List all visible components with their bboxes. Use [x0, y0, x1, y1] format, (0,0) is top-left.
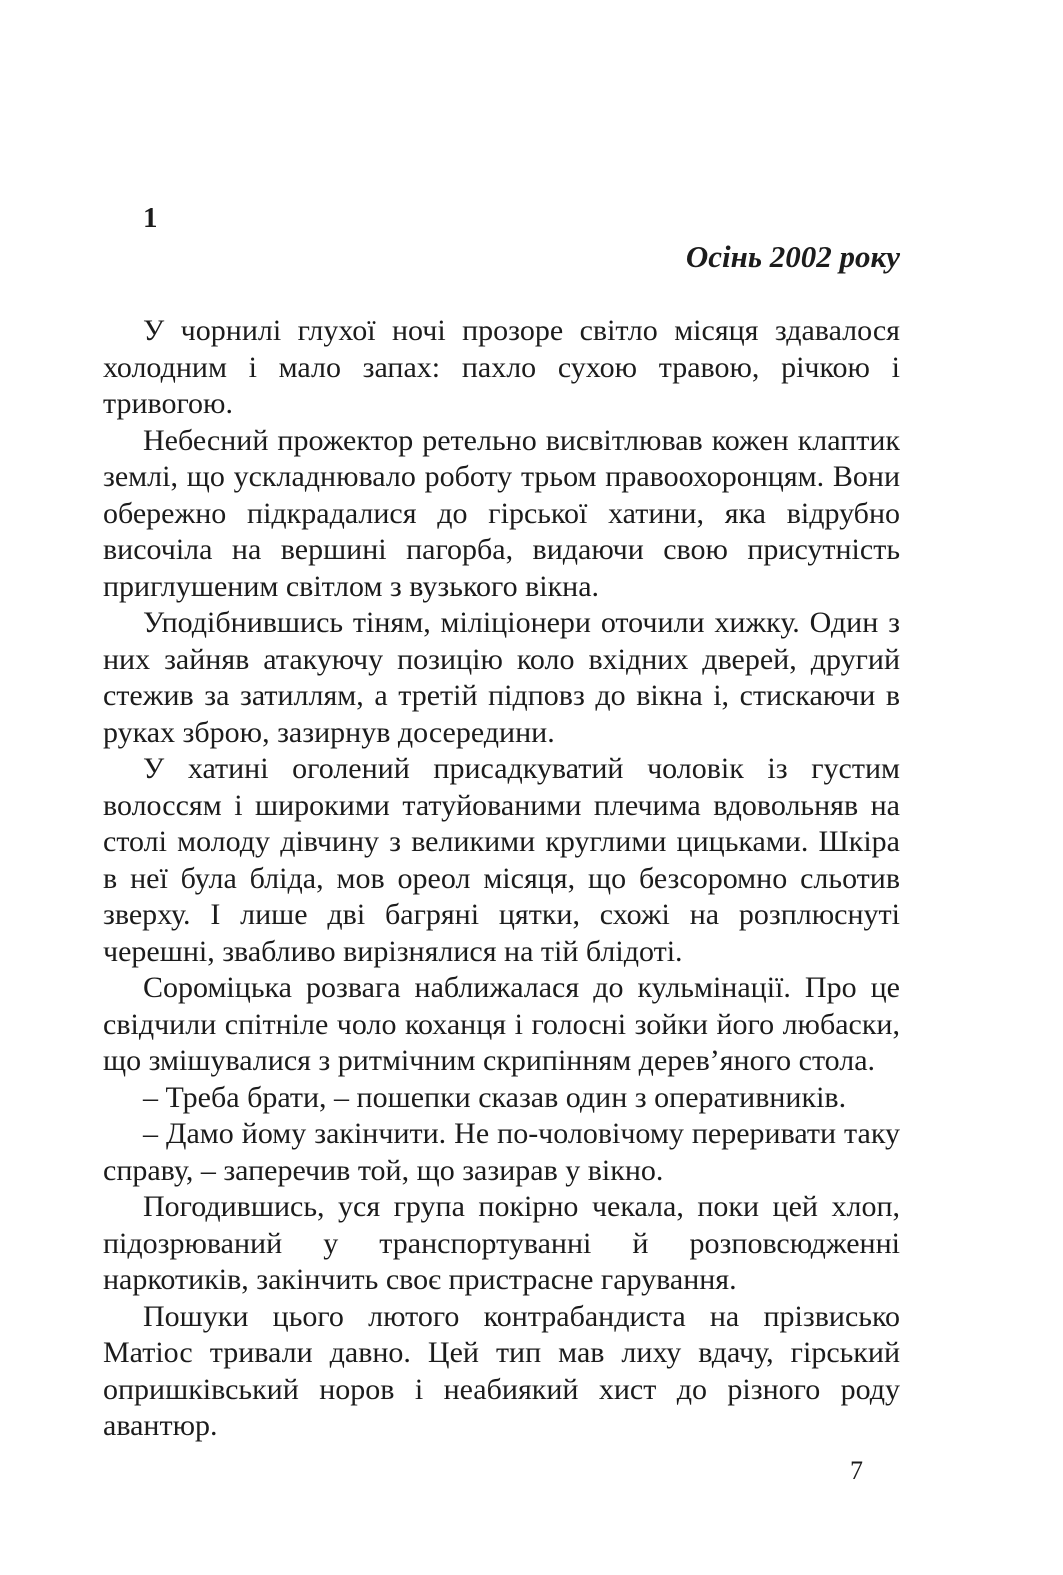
paragraph: Сороміцька розвага наближалася до кульмінації. Про це свідчили спітніле чоло коханця і голосні зойки його любаски, що змішувалися з ритмічним скрипінням дерев’яного стола.: [103, 971, 900, 1077]
dialogue-line: – Треба брати, – пошепки сказав один з оперативників.: [143, 1080, 847, 1114]
paragraph: У хатині оголений присадкуватий чоловік із густим волоссям і широкими татуйованими плечима вдовольняв на столі молоду дівчину з великими круглими цицьками. Шкіра в неї була бліда, мов ореол місяця, що безсоромно сльотив зверху. І лише дві багряні цятки, схожі на розплюснуті черешні, звабливо вирізнялися на тій блідоті.: [103, 752, 900, 968]
chapter-number: 1: [143, 202, 158, 234]
page-number: 7: [850, 1456, 863, 1485]
paragraph: У чорнилі глухої ночі прозоре світло місяця здавалося холодним і мало запах: пахло сухою травою, річкою і тривогою.: [103, 314, 900, 420]
paragraph: Погодившись, уся група покірно чекала, поки цей хлоп, підозрюваний у транспортуванні й розповсюдженні наркотиків, закінчить своє пристрасне гарування.: [103, 1190, 900, 1296]
chapter-date-heading: Осінь 2002 року: [685, 239, 900, 274]
dialogue-line: – Дамо йому закінчити. Не по-чоловічому переривати таку справу, – заперечив той, що зазирав у вікно.: [103, 1117, 900, 1187]
body-text: [103, 313, 900, 1445]
paragraph: Уподібнившись тіням, міліціонери оточили хижку. Один з них зайняв атакуючу позицію коло вхідних дверей, другий стежив за затиллям, а третій підповз до вікна і, стискаючи в руках зброю, зазирнув досередини.: [103, 606, 900, 749]
paragraph: Пошуки цього лютого контрабандиста на прізвисько Матіос тривали давно. Цей тип мав лиху вдачу, гірський опришківський норов і неабиякий хист до різного роду авантюр.: [103, 1299, 900, 1442]
paragraph: Небесний прожектор ретельно висвітлював кожен клаптик землі, що ускладнювало роботу трьом правоохоронцям. Вони обережно підкрадалися до гірської хатини, яка відрубно височіла на вершині пагорба, видаючи свою присутність приглушеним світлом з вузького вікна.: [103, 423, 900, 603]
